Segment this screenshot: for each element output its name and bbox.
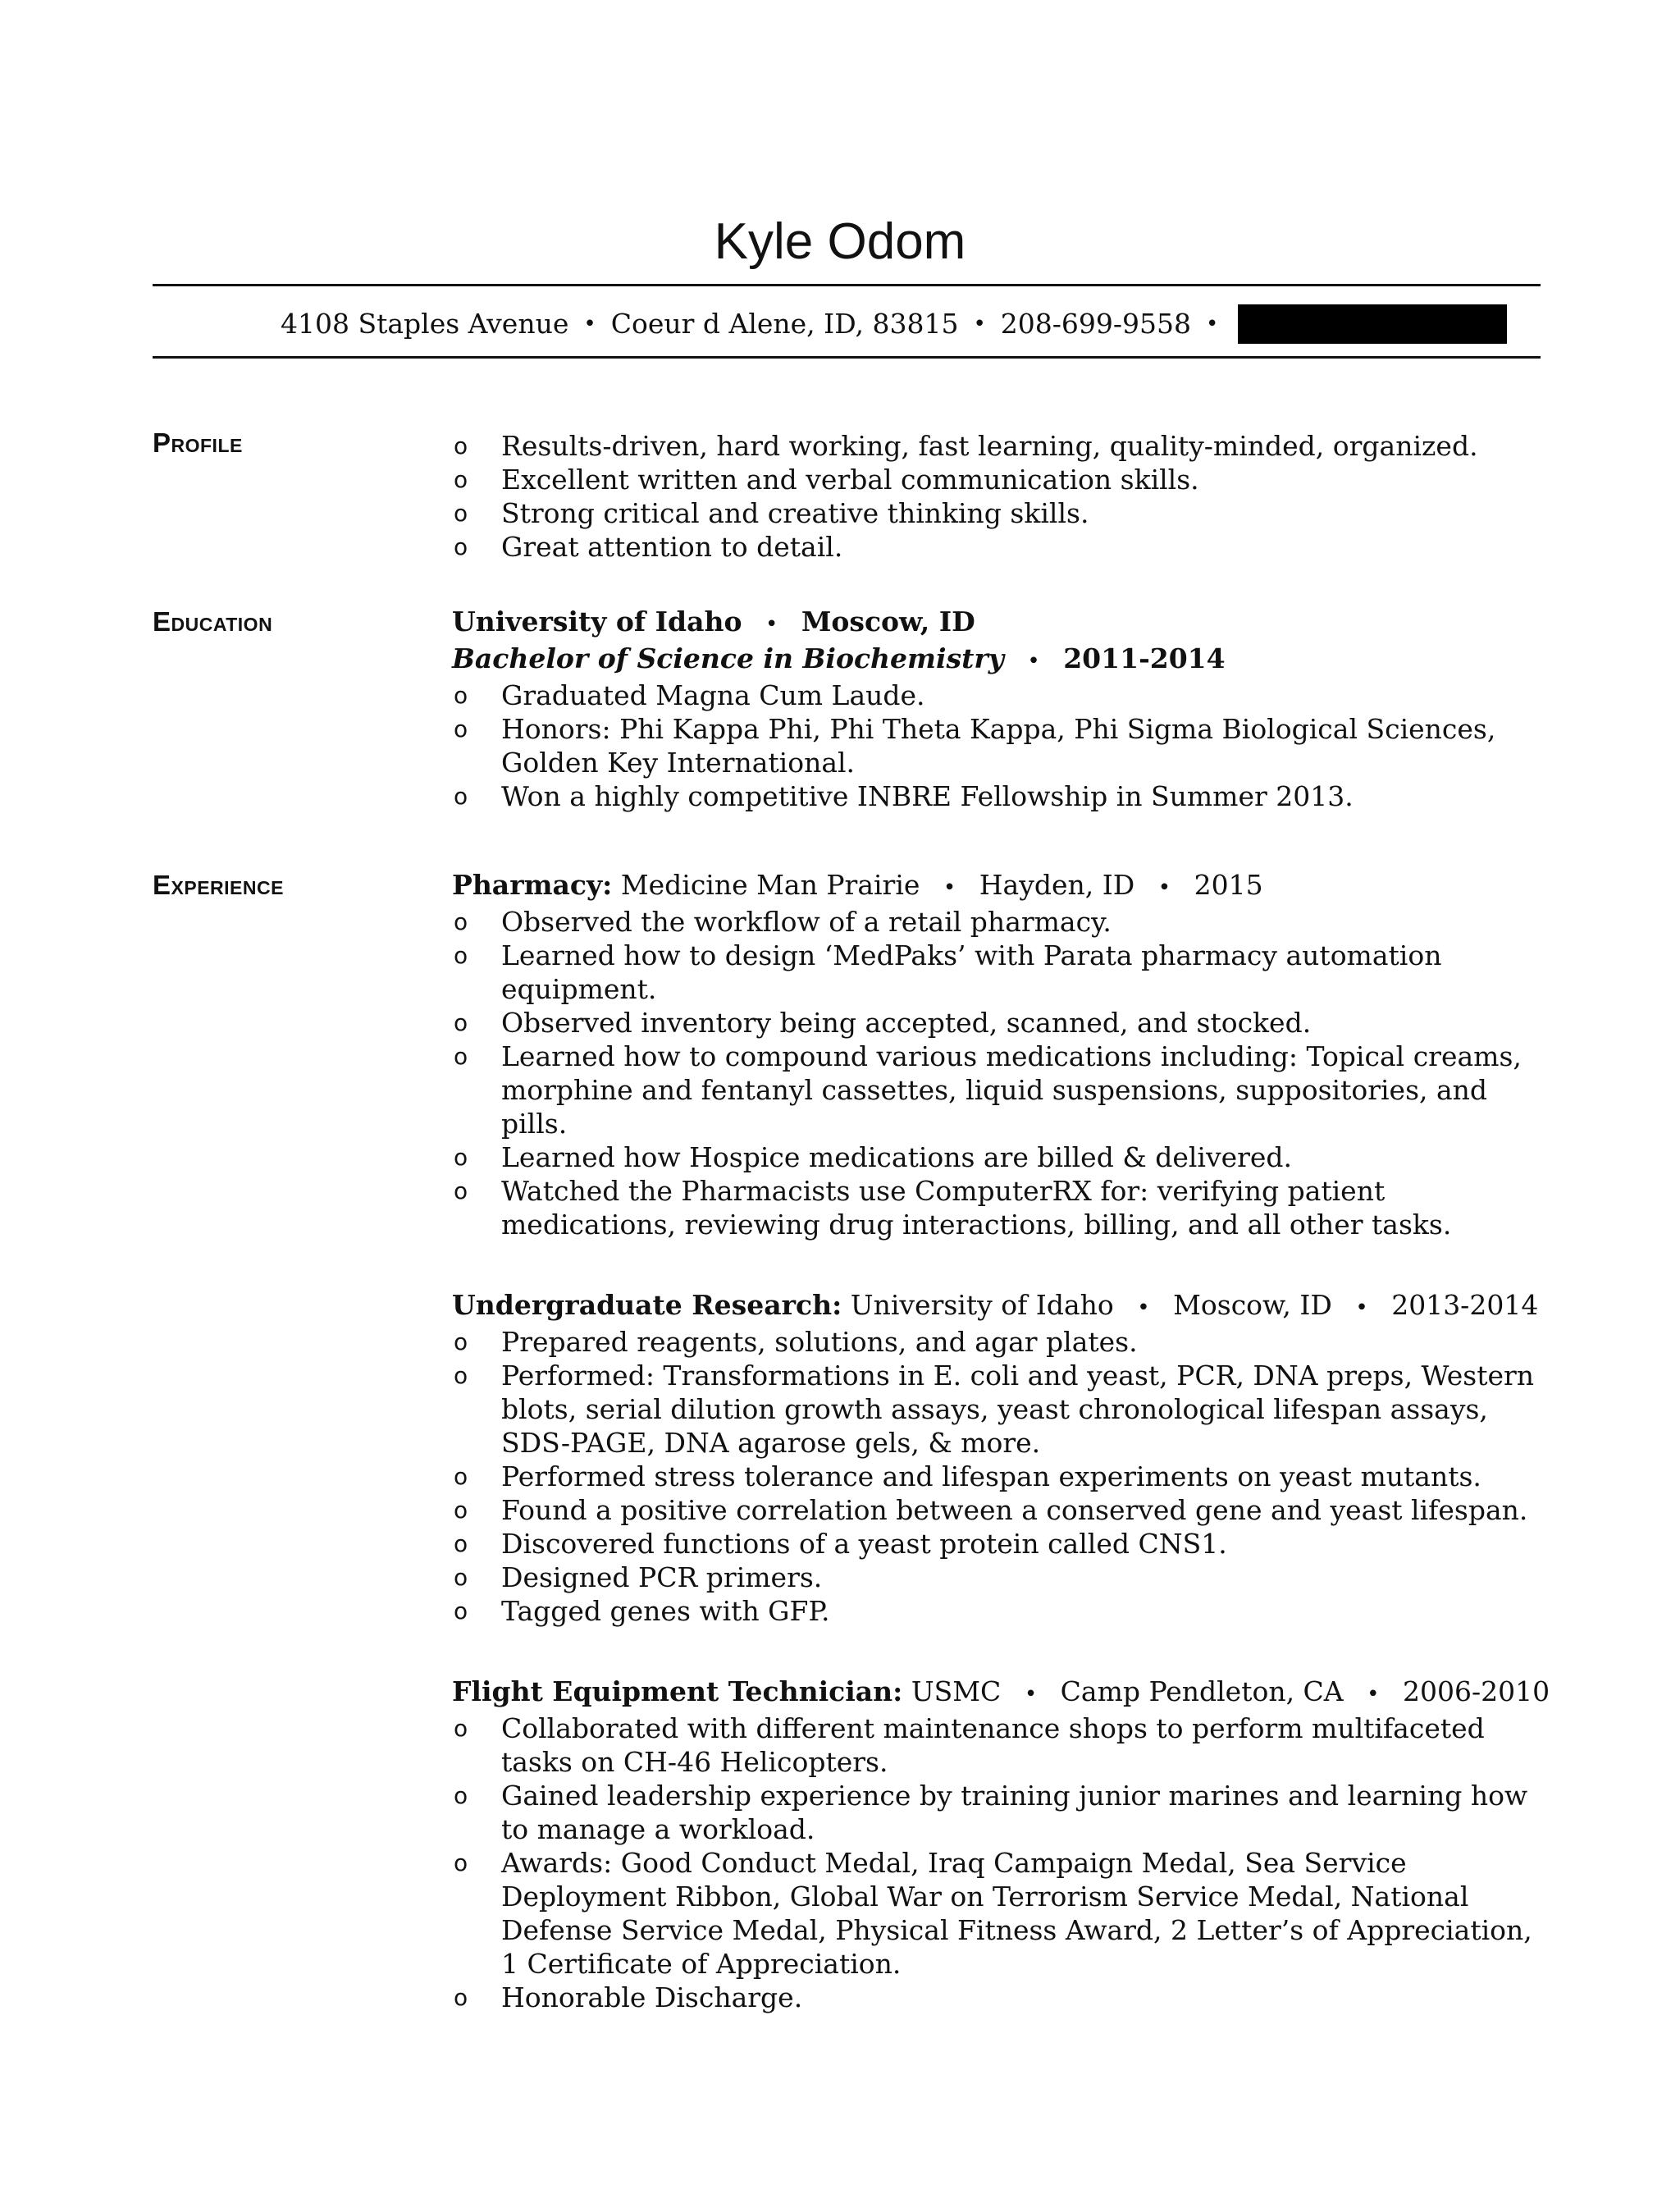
list-item: o Excellent written and verbal communication skills. xyxy=(454,464,1199,496)
list-item: o Found a positive correlation between a conserved gene and yeast lifespan. xyxy=(454,1494,1528,1526)
job-title: Pharmacy: xyxy=(452,869,613,901)
list-item: o Strong critical and creative thinking skills. xyxy=(454,497,1089,529)
experience-entry-research xyxy=(452,1288,1539,1628)
job-header xyxy=(452,1288,1539,1325)
bullet-marker: o xyxy=(454,1715,468,1742)
job-years: 2013-2014 xyxy=(1391,1289,1539,1321)
list-item: o Won a highly competitive INBRE Fellowship in Summer 2013. xyxy=(454,780,1354,812)
school-location: Moscow, ID xyxy=(801,606,975,638)
contact-phone: 208-699-9558 xyxy=(1000,308,1192,340)
profile-section xyxy=(452,429,1535,564)
list-item: o Honors: Phi Kappa Phi, Phi Theta Kappa, Phi Sigma Biological Sciences, Golden Key International. xyxy=(454,713,1496,779)
job-title: Flight Equipment Technician: xyxy=(452,1675,903,1707)
separator: • xyxy=(1024,1682,1038,1707)
separator: • xyxy=(1367,1682,1380,1707)
contact-city: Coeur d Alene, ID, 83815 xyxy=(610,308,959,340)
bullet-marker: o xyxy=(454,1849,468,1876)
list-item: o Observed the workflow of a retail pharmacy. xyxy=(454,906,1112,938)
bullet-marker: o xyxy=(454,1782,468,1809)
separator: • xyxy=(1027,649,1040,674)
list-item: o Collaborated with different maintenance shops to perform multifaceted tasks on CH-46 Helicopters. xyxy=(454,1712,1485,1778)
job-bullets xyxy=(452,1325,1535,1628)
header-top-rule xyxy=(153,284,1541,286)
job-org: USMC xyxy=(911,1675,1002,1707)
bullet-marker: o xyxy=(454,783,468,810)
bullet-marker: o xyxy=(454,715,468,743)
job-header xyxy=(452,1675,1550,1711)
bullet-marker: o xyxy=(454,466,468,493)
job-location: Moscow, ID xyxy=(1173,1289,1332,1321)
job-header xyxy=(452,868,1535,905)
bullet-marker: o xyxy=(454,1597,468,1625)
bullet-marker: o xyxy=(454,1984,468,2011)
experience-entry-pharmacy xyxy=(452,868,1535,1241)
redacted-email-block xyxy=(1238,304,1507,344)
job-org: University of Idaho xyxy=(850,1289,1114,1321)
bullet-marker: o xyxy=(454,500,468,527)
contact-separator: • xyxy=(973,312,986,336)
bullet-marker: o xyxy=(454,432,468,459)
list-item: o Observed inventory being accepted, scanned, and stocked. xyxy=(454,1007,1312,1039)
experience-entry-usmc xyxy=(452,1675,1550,2014)
section-label-profile: Profile xyxy=(153,427,243,458)
list-item: o Designed PCR primers. xyxy=(454,1561,823,1593)
bullet-marker: o xyxy=(454,1177,468,1204)
degree-years: 2011-2014 xyxy=(1063,642,1226,674)
education-section xyxy=(452,605,1535,813)
resume-name: Kyle Odom xyxy=(714,213,966,270)
education-school-line xyxy=(452,605,1535,642)
bullet-marker: o xyxy=(454,1564,468,1591)
bullet-marker: o xyxy=(454,1362,468,1389)
bullet-marker: o xyxy=(454,533,468,560)
bullet-marker: o xyxy=(454,682,468,709)
contact-separator: • xyxy=(1206,312,1219,336)
bullet-marker: o xyxy=(454,1009,468,1036)
job-org: Medicine Man Prairie xyxy=(620,869,920,901)
list-item: o Learned how Hospice medications are billed & delivered. xyxy=(454,1141,1293,1173)
profile-bullets xyxy=(452,429,1535,564)
degree: Bachelor of Science in Biochemistry xyxy=(452,642,1004,674)
list-item: o Watched the Pharmacists use ComputerRX for: verifying patient medications, reviewing drug interactions, billing, and all other tasks. xyxy=(454,1175,1452,1241)
header-bottom-rule xyxy=(153,356,1541,359)
section-label-experience: Experience xyxy=(153,870,284,900)
list-item: o Tagged genes with GFP. xyxy=(454,1595,830,1627)
separator: • xyxy=(943,875,956,900)
list-item: o Learned how to design ‘MedPaks’ with Parata pharmacy automation equipment. xyxy=(454,939,1442,1005)
job-location: Camp Pendleton, CA xyxy=(1060,1675,1344,1707)
list-item: o Graduated Magna Cum Laude. xyxy=(454,679,925,711)
bullet-marker: o xyxy=(454,1144,468,1171)
bullet-marker: o xyxy=(454,1043,468,1070)
list-item: o Performed: Transformations in E. coli and yeast, PCR, DNA preps, Western blots, serial dilution growth assays, yeast chronological lifespan assays, SDS-PAGE, DNA agarose gels, & more. xyxy=(454,1360,1535,1459)
contact-address: 4108 Staples Avenue xyxy=(281,308,569,340)
contact-separator: • xyxy=(583,312,596,336)
bullet-marker: o xyxy=(454,908,468,935)
separator: • xyxy=(1157,875,1171,900)
bullet-marker: o xyxy=(454,1497,468,1524)
job-title: Undergraduate Research: xyxy=(452,1289,842,1321)
job-bullets xyxy=(452,1711,1535,2014)
list-item: o Honorable Discharge. xyxy=(454,1981,803,2013)
separator: • xyxy=(1137,1296,1150,1320)
education-degree-line xyxy=(452,642,1535,679)
bullet-marker: o xyxy=(454,1328,468,1355)
list-item: o Gained leadership experience by training junior marines and learning how to manage a workload. xyxy=(454,1780,1528,1845)
contact-line xyxy=(281,304,1507,345)
list-item: o Great attention to detail. xyxy=(454,531,843,563)
list-item: o Results-driven, hard working, fast learning, quality-minded, organized. xyxy=(454,430,1478,462)
list-item: o Prepared reagents, solutions, and agar plates. xyxy=(454,1326,1138,1358)
list-item: o Performed stress tolerance and lifespan experiments on yeast mutants. xyxy=(454,1460,1481,1492)
list-item: o Discovered functions of a yeast protein called CNS1. xyxy=(454,1528,1227,1560)
bullet-marker: o xyxy=(454,1530,468,1557)
job-years: 2015 xyxy=(1194,869,1263,901)
separator: • xyxy=(765,612,778,637)
bullet-marker: o xyxy=(454,942,468,969)
job-years: 2006-2010 xyxy=(1403,1675,1550,1707)
job-location: Hayden, ID xyxy=(979,869,1135,901)
job-bullets xyxy=(452,905,1535,1241)
list-item: o Awards: Good Conduct Medal, Iraq Campaign Medal, Sea Service Deployment Ribbon, Global War on Terrorism Service Medal, National Defense Service Medal, Physical Fitness Award, 2 Letter’s of Appreciation, 1 Certificate of Appreciation. xyxy=(454,1847,1532,1980)
school-name: University of Idaho xyxy=(452,606,742,638)
separator: • xyxy=(1355,1296,1368,1320)
section-label-education: Education xyxy=(153,606,273,637)
list-item: o Learned how to compound various medications including: Topical creams, morphine and fentanyl cassettes, liquid suspensions, suppositories, and pills. xyxy=(454,1040,1522,1140)
bullet-marker: o xyxy=(454,1463,468,1490)
experience-section xyxy=(452,868,1550,2014)
education-bullets xyxy=(452,679,1535,813)
